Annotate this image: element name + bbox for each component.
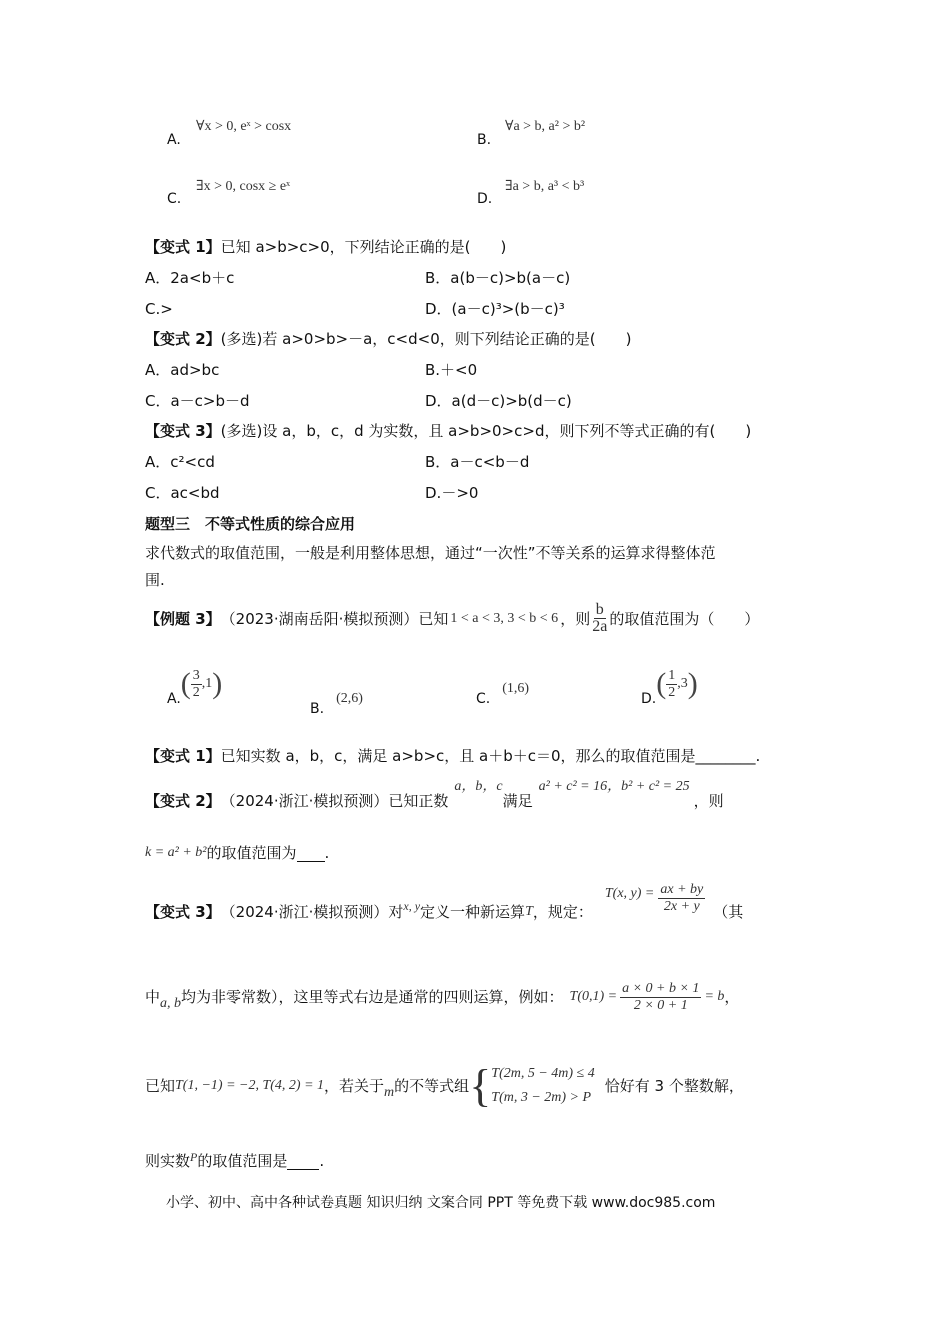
variant3-option-a: A．c²<cd [145, 453, 215, 471]
example3-fraction-den: 2a [592, 618, 608, 635]
variant2-option-c: C．a－c>b－d [145, 392, 250, 410]
exercise2-condition: a² + c² = 16，b² + c² = 25 [538, 779, 690, 794]
variant2-question [145, 329, 631, 349]
exercise2-question [145, 777, 724, 811]
example3-option-c-expr: (1,6) [502, 681, 530, 696]
example3-option-c-label: C. [476, 691, 491, 707]
variant1-tag: 【变式 1】 [145, 238, 221, 256]
variant3-question [145, 421, 751, 441]
variant1-question [145, 237, 506, 257]
exercise2-answer-blank[interactable] [297, 845, 325, 862]
example3-option-d-fraction: $\frac{1}{2}$ [668, 667, 676, 700]
example3-tag: 【例题 3】 [145, 609, 221, 628]
example3-option-a-fraction: $\frac{3}{2}$ [192, 667, 200, 700]
variant3-option-b: B．a－c<b－d [425, 453, 530, 471]
exercise3-line2: 中 a, b 均为非零常数），这里等式右边是通常的四则运算，例如： T(0,1) = $\frac{a \times 0 + b \times 1}{2 \times 0 + 1}$ = b ， [145, 980, 740, 1013]
inequality-2: T(m, 3 − 2m) > P [491, 1090, 592, 1105]
option-b-label: B. [477, 132, 492, 148]
exercise2-k-expr: k = a² + b² [145, 845, 207, 860]
variant1-option-d: D．(a－c)³>(b－c)³ [425, 300, 565, 318]
exercise3-line4: 则实数 P 的取值范围是 . [145, 1151, 324, 1171]
exercise3-P: P [190, 1150, 198, 1164]
exercise3-rule: ，规定： [532, 903, 593, 921]
example3-source: （2023·湖南岳阳·模拟预测）已知 [220, 609, 449, 628]
exercise2-tag: 【变式 2】 [145, 792, 221, 810]
exercise1-tag: 【变式 1】 [145, 747, 221, 765]
variant3-tag: 【变式 3】 [145, 422, 221, 440]
option-a-label: A. [167, 132, 181, 148]
variant2-option-d: D．a(d－c)>b(d－c) [425, 392, 572, 410]
exercise3-def: 定义一种新运算 [420, 903, 526, 921]
example3-tail: 的取值范围为（ ） [609, 609, 760, 628]
section-desc-line1: 求代数式的取值范围，一般是利用整体思想，通过“一次性”不等关系的运算求得整体范 [145, 544, 716, 562]
exercise2-vars: a，b，c [454, 779, 503, 794]
variant1-option-a: A．2a<b＋c [145, 269, 235, 287]
exercise2-source: （2024·浙江·模拟预测）已知正数 [220, 792, 449, 810]
exercise3-known-values: T(1, −1) = −2, T(4, 2) = 1 [175, 1078, 325, 1093]
variant2-option-a: A．ad>bc [145, 361, 220, 379]
variant2-stem: (多选)若 a>0>b>－a，c<d<0，则下列结论正确的是( ) [220, 330, 632, 348]
example3-option-a: A. ( $\frac{3}{2}$ ,1 ) [167, 667, 223, 707]
inequality-system-brace: { [469, 1060, 492, 1111]
footer-text: 小学、初中、高中各种试卷真题 知识归纳 文案合同 PPT 等免费下载 www.doc985.com [166, 1195, 716, 1211]
exercise3-example-lhs: T(0,1) = [569, 989, 618, 1004]
example3-option-a-label: A. [167, 691, 181, 707]
variant1-stem: 已知 a>b>c>0，下列结论正确的是( ) [220, 238, 507, 256]
variant2-tag: 【变式 2】 [145, 330, 221, 348]
exercise1-text: 已知实数 a，b，c，满足 a>b>c，且 a＋b＋c＝0，那么的取值范围是________. [220, 747, 761, 765]
example3-option-d-label: D. [641, 691, 657, 707]
exercise3-example-rhs: = b [704, 989, 725, 1004]
option-d-label: D. [477, 191, 493, 207]
section-title: 题型三 不等式性质的综合应用 [145, 515, 356, 533]
exercise2-line2-text: 的取值范围为 [206, 844, 297, 862]
option-d-expr: ∃a > b, a³ < b³ [505, 179, 585, 194]
exercise2-mid: 满足 [502, 792, 533, 810]
exercise3-T: T [525, 904, 533, 919]
exercise3-tag: 【变式 3】 [145, 903, 221, 921]
inequality-system [491, 1062, 594, 1110]
variant3-option-d: D.－>0 [425, 484, 479, 502]
variant3-option-c: C．ac<bd [145, 484, 220, 502]
example3-option-b-label: B. [310, 701, 325, 717]
example3-condition: 1 < a < 3, 3 < b < 6 [450, 610, 559, 626]
exercise3-qi: （其 [713, 903, 744, 921]
option-c-expr: ∃x > 0, cosx ≥ eˣ [196, 179, 291, 194]
option-b-expr: ∀a > b, a² > b² [505, 119, 586, 134]
example3-option-c [476, 681, 530, 707]
inequality-1: T(2m, 5 − 4m) ≤ 4 [491, 1066, 595, 1081]
example3-option-d: D. ( $\frac{1}{2}$ ,3 ) [641, 667, 698, 707]
option-c-label: C. [167, 191, 182, 207]
exercise3-line3: 已知 T(1, −1) = −2, T(4, 2) = 1 ，若关于 m 的不等式组 { T(2m, 5 − 4m) ≤ 4 T(m, 3 − 2m) > P 恰好有 3 个整数解， [145, 1060, 744, 1111]
exercise2-tail: ，则 [693, 792, 724, 810]
example3-fraction [590, 602, 609, 635]
exercise3-m: m [384, 1085, 395, 1100]
exercise3-formula-fraction: $\frac{ax + by}{2x + y}$ [660, 882, 704, 914]
exercise3-example-fraction: $\frac{a \times 0 + b \times 1}{2 \times 0 + 1}$ [622, 980, 700, 1013]
variant2-option-b: B.＋<0 [425, 361, 478, 379]
exercise3-question [145, 882, 743, 922]
variant3-stem: (多选)设 a，b，c，d 为实数，且 a>b>0>c>d，则下列不等式正确的有( ) [220, 422, 752, 440]
exercise1-question [145, 746, 760, 766]
example3-option-b-expr: (2,6) [336, 691, 363, 706]
exercise2-line2: k = a² + b² 的取值范围为 . [145, 844, 330, 862]
option-a-expr: ∀x > 0, eˣ > cosx [196, 119, 292, 134]
exercise3-formula-lhs: T(x, y) = [604, 886, 655, 901]
example3-question [145, 602, 759, 635]
example3-option-b [310, 681, 363, 717]
exercise3-ab: a, b [160, 996, 182, 1011]
section-desc-line2: 围. [145, 571, 165, 589]
exercise3-xy: x, y [403, 899, 421, 913]
example3-mid: ，则 [560, 609, 591, 628]
example3-fraction-num: b [595, 601, 604, 618]
variant1-option-b: B．a(b－c)>b(a－c) [425, 269, 571, 287]
exercise3-answer-blank[interactable] [287, 1153, 319, 1170]
exercise3-source: （2024·浙江·模拟预测）对 [220, 903, 404, 921]
variant1-option-c: C.> [145, 300, 173, 318]
